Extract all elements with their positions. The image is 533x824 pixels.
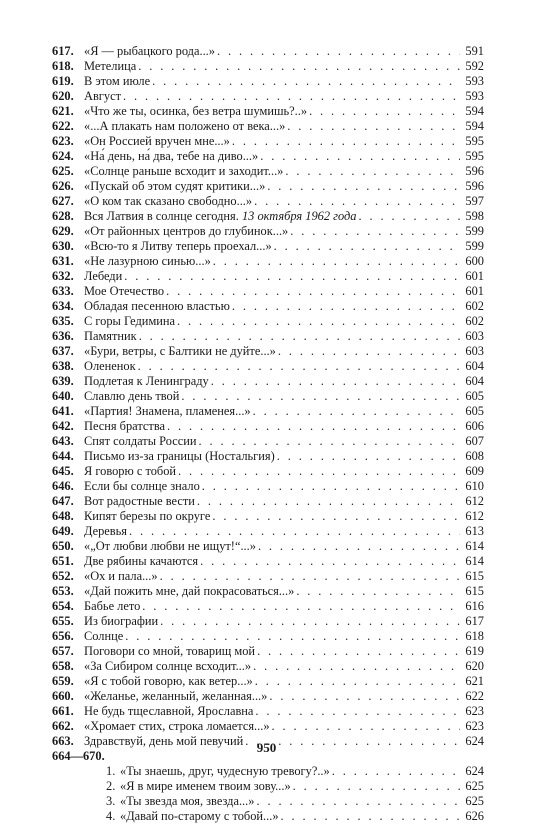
toc-entry: [52, 149, 484, 164]
dot-leader: [139, 329, 460, 344]
group-items: [52, 764, 484, 824]
entry-number: 637.: [52, 344, 74, 358]
toc-entry: [52, 614, 484, 629]
entry-page: 592: [465, 59, 484, 73]
entry-page: 614: [465, 554, 484, 568]
entry-title: Солнце: [84, 629, 124, 643]
toc-entry: [52, 644, 484, 659]
sub-entry-page: 624: [465, 764, 484, 778]
entry-page: 618: [465, 629, 484, 643]
entry-number: 646.: [52, 479, 74, 493]
entry-page: 612: [465, 509, 484, 523]
dot-leader: [269, 689, 460, 704]
entry-page: 603: [465, 329, 484, 343]
entry-number: 647.: [52, 494, 74, 508]
toc-entry: [52, 194, 484, 209]
toc-entry: [52, 659, 484, 674]
entry-title: Вся Латвия в солнце сегодня. 13 октября 1962 года: [84, 209, 357, 223]
entry-page: 603: [465, 344, 484, 358]
toc-entry: [52, 164, 484, 179]
entry-page: 596: [465, 164, 484, 178]
entry-title: Славлю день твой: [84, 389, 180, 403]
table-of-contents: [52, 44, 484, 824]
entry-page: 602: [465, 299, 484, 313]
entry-number: 626.: [52, 179, 74, 193]
entry-number: 617.: [52, 44, 74, 58]
dot-leader: [160, 614, 460, 629]
entry-title: Песня братства: [84, 419, 166, 433]
toc-entries: [52, 44, 484, 749]
entry-title: «От районных центров до глубинок...»: [84, 224, 289, 238]
entry-title: Здравствуй, день мой певучий: [84, 734, 244, 748]
entry-number: 633.: [52, 284, 74, 298]
entry-number: 629.: [52, 224, 74, 238]
entry-number: 644.: [52, 449, 74, 463]
entry-page: 594: [465, 104, 484, 118]
toc-entry: [52, 344, 484, 359]
entry-title: «Что же ты, осинка, без ветра шумишь?..»: [84, 104, 308, 118]
entry-title: «Я — рыбацкого рода...»: [84, 44, 215, 58]
entry-page: 604: [465, 374, 484, 388]
dot-leader: [256, 794, 460, 809]
entry-number: 620.: [52, 89, 74, 103]
toc-entry: [52, 434, 484, 449]
entry-title: Не будь тщеславной, Ярославна: [84, 704, 254, 718]
entry-page: 623: [465, 719, 484, 733]
toc-entry: [52, 254, 484, 269]
entry-title: «Пускай об этом судят критики...»: [84, 179, 266, 193]
entry-title: «За Сибиром солнце всходит...»: [84, 659, 252, 673]
entry-page: 619: [465, 644, 484, 658]
toc-entry: [52, 224, 484, 239]
entry-page: 616: [465, 599, 484, 613]
entry-number: 623.: [52, 134, 74, 148]
entry-number: 624.: [52, 149, 74, 163]
toc-entry: [52, 539, 484, 554]
entry-number: 640.: [52, 389, 74, 403]
entry-number: 635.: [52, 314, 74, 328]
toc-entry: [52, 674, 484, 689]
dot-leader: [309, 104, 460, 119]
entry-number: 619.: [52, 74, 74, 88]
entry-title: Вот радостные вести: [84, 494, 195, 508]
entry-number: 643.: [52, 434, 74, 448]
toc-entry: [52, 464, 484, 479]
sub-entry-page: 625: [465, 794, 484, 808]
entry-page: 614: [465, 539, 484, 553]
dot-leader: [138, 59, 460, 74]
dot-leader: [197, 494, 460, 509]
entry-number: 651.: [52, 554, 74, 568]
entry-title: Кипят березы по округе: [84, 509, 211, 523]
entry-title: Метелица: [84, 59, 137, 73]
dot-leader: [272, 719, 460, 734]
entry-title: Я говорю с тобой: [84, 464, 177, 478]
toc-entry: [52, 419, 484, 434]
entry-title: Памятник: [84, 329, 137, 343]
entry-title: «Не лазурною синью...»: [84, 254, 211, 268]
entry-title: «„От любви любви не ищут!“...»: [84, 539, 256, 553]
entry-number: 639.: [52, 374, 74, 388]
dot-leader: [160, 569, 460, 584]
entry-page: 620: [465, 659, 484, 673]
entry-page: 610: [465, 479, 484, 493]
entry-title: «Я с тобой говорю, как ветер...»: [84, 674, 253, 688]
dot-leader: [124, 269, 460, 284]
dot-leader: [255, 704, 460, 719]
entry-title: Поговори со мной, товарищ мой: [84, 644, 256, 658]
entry-title: Деревья: [84, 524, 127, 538]
entry-title: «Бури, ветры, с Балтики не дуйте...»: [84, 344, 276, 358]
sub-entry-page: 626: [465, 809, 484, 823]
entry-title: Олененок: [84, 359, 136, 373]
toc-entry: [52, 389, 484, 404]
dot-leader: [274, 239, 460, 254]
entry-number: 631.: [52, 254, 74, 268]
toc-entry: [52, 494, 484, 509]
dot-leader: [212, 509, 460, 524]
entry-title: Август: [84, 89, 121, 103]
entry-title: «На́ день, на́ два, тебе на диво...»: [84, 149, 259, 163]
entry-page: 597: [465, 194, 484, 208]
entry-number: 642.: [52, 419, 74, 433]
sub-entry-number: 3.: [106, 794, 116, 808]
entry-title: Лебеди: [84, 269, 123, 283]
entry-number: 634.: [52, 299, 74, 313]
entry-number: 654.: [52, 599, 74, 613]
entry-page: 605: [465, 389, 484, 403]
entry-number: 648.: [52, 509, 74, 523]
entry-page: 609: [465, 464, 484, 478]
dot-leader: [217, 44, 460, 59]
sub-entry-title: «Я в мире именем твоим зову...»: [120, 779, 291, 793]
entry-number: 636.: [52, 329, 74, 343]
dot-leader: [177, 314, 460, 329]
dot-leader: [253, 404, 460, 419]
entry-title: Из биографии: [84, 614, 159, 628]
entry-title: «Всю-то я Литву теперь проехал...»: [84, 239, 272, 253]
entry-title: Бабье лето: [84, 599, 141, 613]
entry-page: 621: [465, 674, 484, 688]
entry-title: «Дай пожить мне, дай покрасоваться...»: [84, 584, 295, 598]
entry-number: 652.: [52, 569, 74, 583]
entry-page: 598: [465, 209, 484, 223]
toc-entry: [52, 239, 484, 254]
entry-number: 622.: [52, 119, 74, 133]
toc-entry: [52, 554, 484, 569]
entry-page: 608: [465, 449, 484, 463]
toc-sub-entry: [52, 809, 484, 824]
toc-entry: [52, 704, 484, 719]
entry-number: 662.: [52, 719, 74, 733]
toc-entry: [52, 449, 484, 464]
dot-leader: [293, 779, 460, 794]
entry-title: «Партия! Знамена, пламенея...»: [84, 404, 251, 418]
dot-leader: [358, 209, 460, 224]
entry-number: 657.: [52, 644, 74, 658]
entry-page: 615: [465, 569, 484, 583]
entry-number: 649.: [52, 524, 74, 538]
entry-title: Обладая песенною властью: [84, 299, 230, 313]
entry-number: 655.: [52, 614, 74, 628]
dot-leader: [199, 434, 461, 449]
entry-title: «Он Россией вручен мне...»: [84, 134, 230, 148]
dot-leader: [278, 344, 460, 359]
dot-leader: [277, 449, 460, 464]
dot-leader: [152, 74, 460, 89]
toc-entry: [52, 209, 484, 224]
toc-entry: [52, 104, 484, 119]
entry-number: 641.: [52, 404, 74, 418]
entry-page: 599: [465, 239, 484, 253]
toc-entry: [52, 329, 484, 344]
entry-page: 601: [465, 269, 484, 283]
entry-number: 625.: [52, 164, 74, 178]
entry-page: 600: [465, 254, 484, 268]
entry-page: 593: [465, 74, 484, 88]
entry-page: 613: [465, 524, 484, 538]
dot-leader: [254, 194, 460, 209]
sub-entry-number: 4.: [106, 809, 116, 823]
toc-sub-entry: [52, 779, 484, 794]
toc-entry: [52, 374, 484, 389]
dot-leader: [138, 359, 460, 374]
dot-leader: [142, 599, 460, 614]
toc-entry: [52, 404, 484, 419]
dot-leader: [257, 644, 460, 659]
dot-leader: [258, 539, 460, 554]
group-label: 664—670.: [52, 749, 105, 763]
dot-leader: [285, 164, 460, 179]
sub-entry-page: 625: [465, 779, 484, 793]
page-number: 950: [256, 740, 277, 755]
entry-number: 660.: [52, 689, 74, 703]
dot-leader: [267, 179, 460, 194]
dot-leader: [125, 629, 460, 644]
entry-title: Подлетая к Ленинграду: [84, 374, 209, 388]
entry-number: 659.: [52, 674, 74, 688]
entry-title: «Хромает стих, строка ломается...»: [84, 719, 270, 733]
dot-leader: [232, 134, 460, 149]
sub-entry-number: 2.: [106, 779, 116, 793]
toc-entry: [52, 89, 484, 104]
entry-page: 617: [465, 614, 484, 628]
sub-entry-title: «Ты знаешь, друг, чудесную тревогу?..»: [120, 764, 330, 778]
toc-entry: [52, 359, 484, 374]
entry-page: 602: [465, 314, 484, 328]
toc-entry: [52, 719, 484, 734]
entry-page: 623: [465, 704, 484, 718]
entry-number: 630.: [52, 239, 74, 253]
entry-page: 595: [465, 134, 484, 148]
entry-title: Письмо из-за границы (Ностальгия): [84, 449, 275, 463]
entry-title: «О ком так сказано свободно...»: [84, 194, 253, 208]
dot-leader: [281, 809, 460, 824]
entry-page: 622: [465, 689, 484, 703]
dot-leader: [260, 149, 460, 164]
toc-entry: [52, 74, 484, 89]
entry-page: 606: [465, 419, 484, 433]
dot-leader: [181, 389, 460, 404]
entry-page: 605: [465, 404, 484, 418]
toc-entry: [52, 134, 484, 149]
entry-title: В этом июле: [84, 74, 151, 88]
sub-entry-number: 1.: [106, 764, 116, 778]
toc-entry: [52, 524, 484, 539]
entry-number: 632.: [52, 269, 74, 283]
entry-title: С горы Гедимина: [84, 314, 176, 328]
entry-page: 599: [465, 224, 484, 238]
toc-sub-entry: [52, 794, 484, 809]
dot-leader: [290, 224, 460, 239]
entry-page: 595: [465, 149, 484, 163]
toc-entry: [52, 569, 484, 584]
entry-number: 627.: [52, 194, 74, 208]
entry-number: 638.: [52, 359, 74, 373]
entry-title: «Ох и пала...»: [84, 569, 158, 583]
entry-number: 661.: [52, 704, 74, 718]
entry-number: 650.: [52, 539, 74, 553]
entry-number: 645.: [52, 464, 74, 478]
toc-entry: [52, 284, 484, 299]
entry-title: Две рябины качаются: [84, 554, 199, 568]
sub-entry-title: «Давай по-старому с тобой...»: [120, 809, 279, 823]
dot-leader: [129, 524, 460, 539]
entry-number: 658.: [52, 659, 74, 673]
entry-number: 621.: [52, 104, 74, 118]
entry-title: «...А плакать нам положено от века...»: [84, 119, 286, 133]
dot-leader: [255, 674, 460, 689]
toc-entry: [52, 269, 484, 284]
entry-title: Спят солдаты России: [84, 434, 197, 448]
dot-leader: [178, 464, 460, 479]
toc-entry: [52, 59, 484, 74]
entry-page: 596: [465, 179, 484, 193]
entry-page: 624: [465, 734, 484, 748]
entry-number: 618.: [52, 59, 74, 73]
toc-entry: [52, 179, 484, 194]
entry-title: Если бы солнце знало: [84, 479, 200, 493]
entry-page: 593: [465, 89, 484, 103]
dot-leader: [232, 299, 460, 314]
dot-leader: [253, 659, 460, 674]
toc-entry: [52, 689, 484, 704]
entry-page: 604: [465, 359, 484, 373]
entry-title: Мое Отечество: [84, 284, 165, 298]
dot-leader: [287, 119, 460, 134]
toc-entry: [52, 479, 484, 494]
toc-entry: [52, 44, 484, 59]
entry-page: 591: [465, 44, 484, 58]
toc-entry: [52, 299, 484, 314]
entry-page: 594: [465, 119, 484, 133]
toc-entry: [52, 314, 484, 329]
dot-leader: [213, 254, 460, 269]
dot-leader: [167, 419, 460, 434]
dot-leader: [211, 374, 460, 389]
entry-title: «Солнце раньше всходит и заходит...»: [84, 164, 284, 178]
toc-entry: [52, 584, 484, 599]
toc-sub-entry: [52, 764, 484, 779]
dot-leader: [123, 89, 460, 104]
toc-entry: [52, 119, 484, 134]
entry-page: 601: [465, 284, 484, 298]
dot-leader: [296, 584, 460, 599]
entry-page: 612: [465, 494, 484, 508]
toc-entry: [52, 509, 484, 524]
toc-entry: [52, 629, 484, 644]
sub-entry-title: «Ты звезда моя, звезда...»: [120, 794, 255, 808]
entry-number: 628.: [52, 209, 74, 223]
dot-leader: [332, 764, 460, 779]
entry-number: 653.: [52, 584, 74, 598]
entry-page: 607: [465, 434, 484, 448]
dot-leader: [202, 479, 460, 494]
entry-page: 615: [465, 584, 484, 598]
entry-number: 656.: [52, 629, 74, 643]
toc-entry: [52, 599, 484, 614]
entry-number: 663.: [52, 734, 74, 748]
dot-leader: [166, 284, 460, 299]
entry-title: «Желанье, желанный, желанная...»: [84, 689, 268, 703]
dot-leader: [200, 554, 460, 569]
entry-title-date: 13 октября 1962 года: [241, 209, 357, 223]
